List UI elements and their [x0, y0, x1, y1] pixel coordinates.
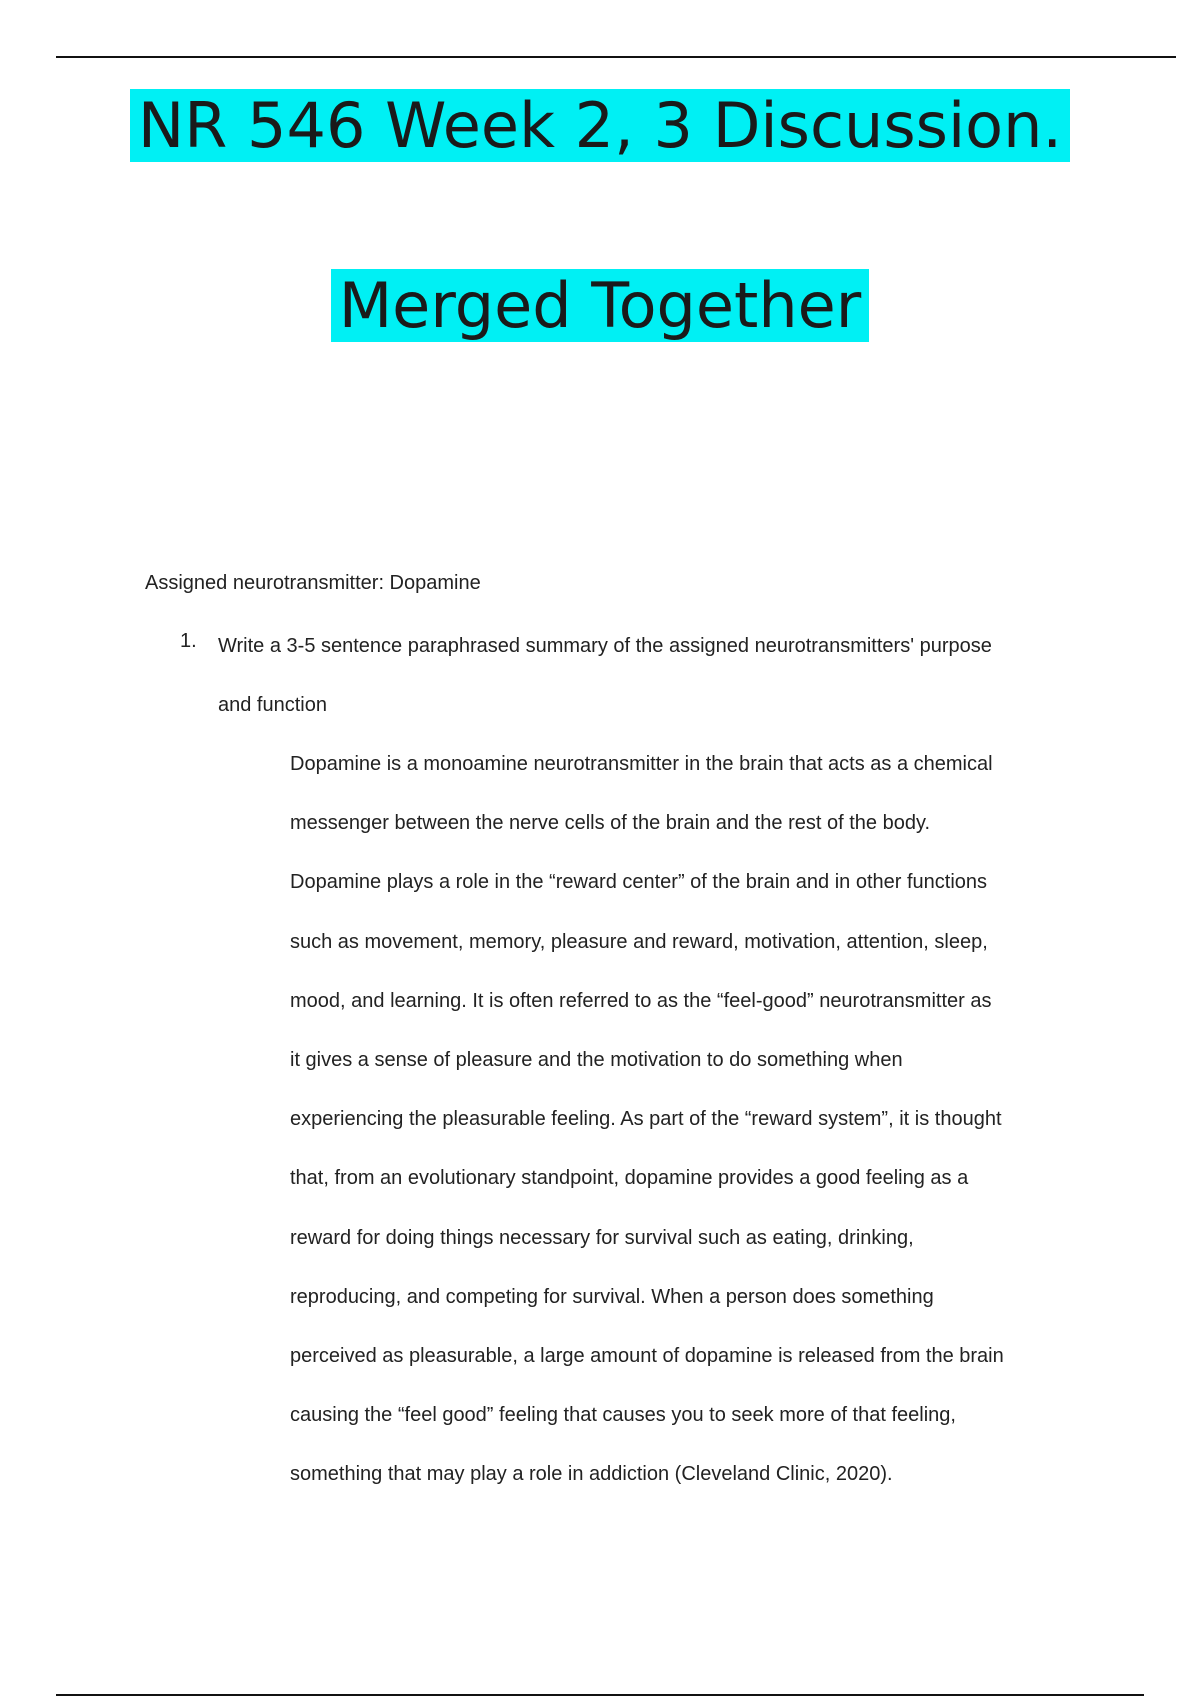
answer-line: perceived as pleasurable, a large amount of dopamine is released from the brain	[290, 1345, 1004, 1368]
answer-line: mood, and learning. It is often referred to as the “feel-good” neurotransmitter as	[290, 989, 992, 1012]
title-line-1	[0, 82, 1200, 170]
answer-line: Dopamine is a monoamine neurotransmitter in the brain that acts as a chemical	[290, 753, 993, 775]
title-highlight-2: Merged Together	[331, 269, 870, 342]
answer-line: something that may play a role in addiction (Cleveland Clinic, 2020).	[290, 1463, 893, 1486]
header-rule	[56, 56, 1176, 58]
answer-line: that, from an evolutionary standpoint, dopamine provides a good feeling as a	[290, 1167, 969, 1190]
answer-line: experiencing the pleasurable feeling. As part of the “reward system”, it is thought	[290, 1108, 1002, 1131]
answer-line: reward for doing things necessary for survival such as eating, drinking,	[290, 1226, 914, 1249]
title-highlight-1: NR 546 Week 2, 3 Discussion.	[130, 89, 1070, 162]
question-text-line-1: Write a 3-5 sentence paraphrased summary of the assigned neurotransmitters' purpose	[218, 635, 992, 657]
answer-line: causing the “feel good” feeling that causes you to seek more of that feeling,	[290, 1404, 956, 1427]
answer-paragraph	[290, 735, 1120, 1505]
answer-line: Dopamine plays a role in the “reward center” of the brain and in other functions	[290, 871, 988, 894]
assigned-neurotransmitter-label: Assigned neurotransmitter: Dopamine	[145, 572, 481, 594]
answer-line: messenger between the nerve cells of the brain and the rest of the body.	[290, 812, 931, 835]
answer-line: reproducing, and competing for survival. When a person does something	[290, 1285, 934, 1308]
question-text	[218, 617, 1098, 735]
answer-line: such as movement, memory, pleasure and reward, motivation, attention, sleep,	[290, 930, 988, 953]
footer-rule	[56, 1694, 1144, 1696]
answer-line: it gives a sense of pleasure and the motivation to do something when	[290, 1049, 903, 1072]
question-number: 1.	[180, 630, 197, 652]
question-text-line-2: and function	[218, 694, 327, 716]
title-line-2	[0, 262, 1200, 350]
